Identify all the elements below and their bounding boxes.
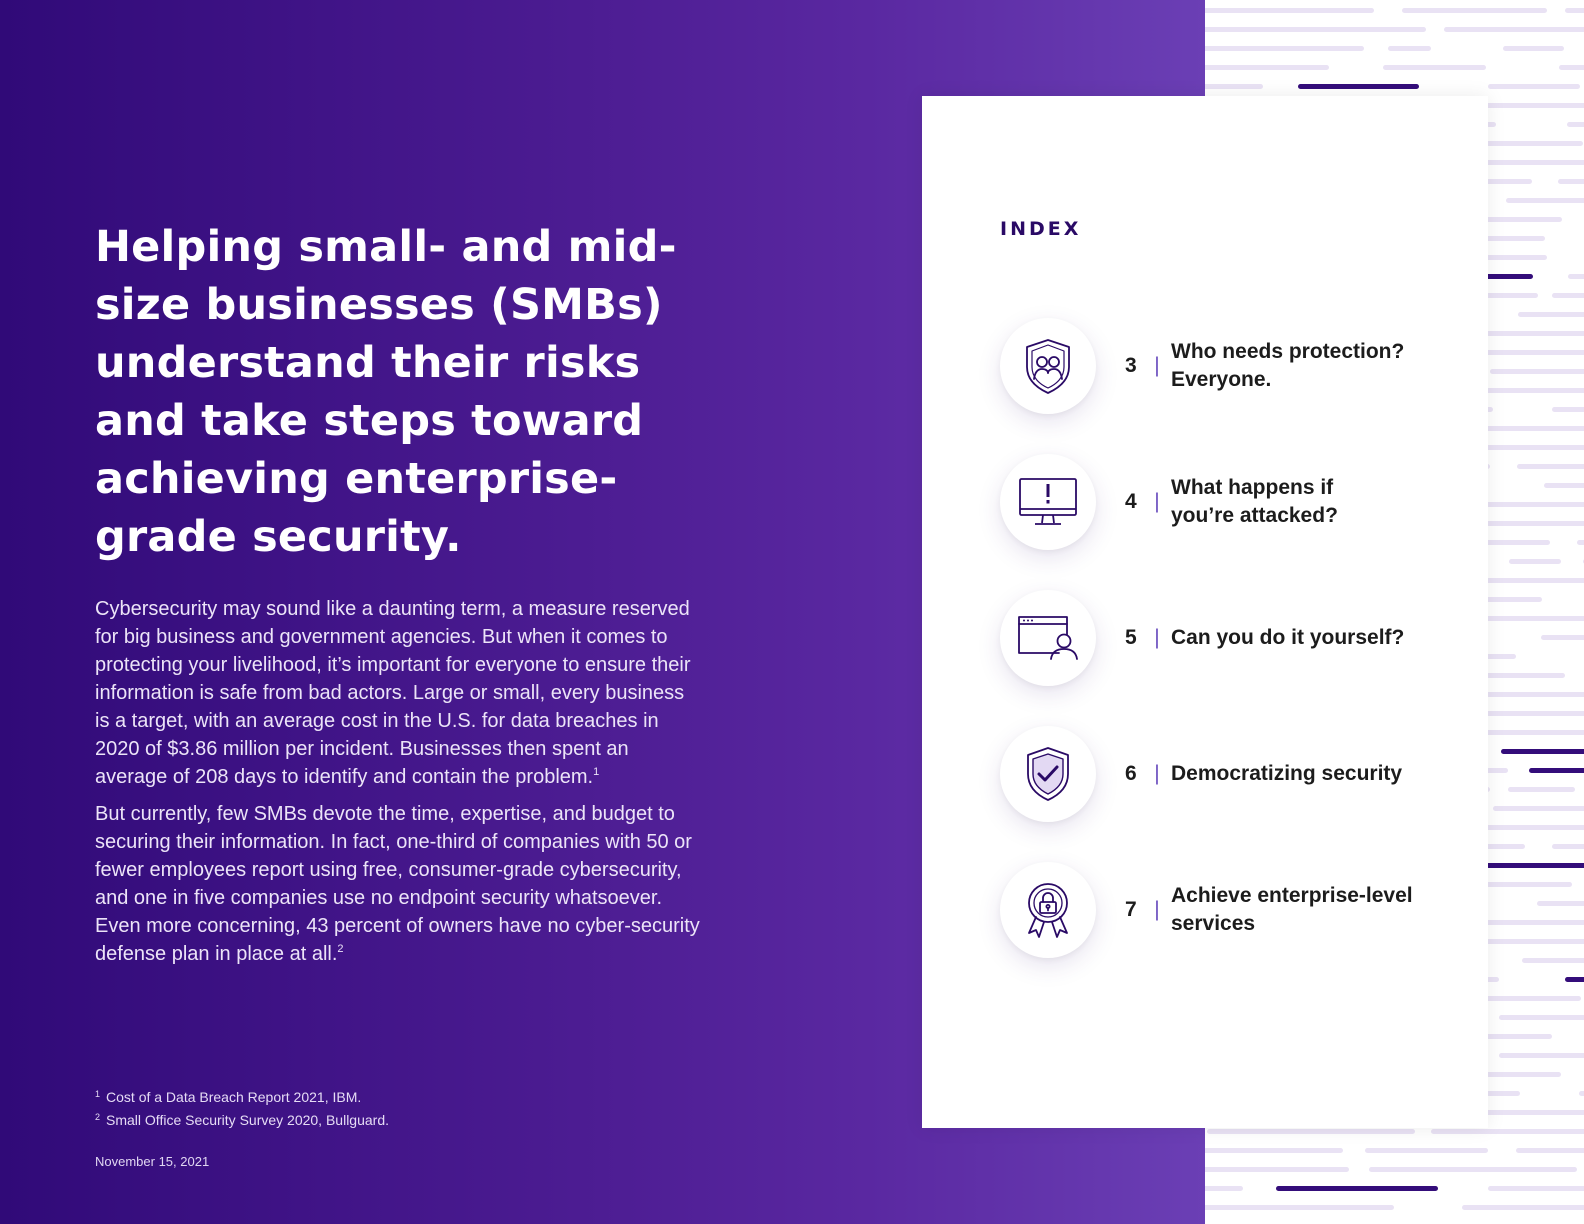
index-separator: | xyxy=(1154,354,1160,377)
stripe-dash xyxy=(1365,1148,1488,1153)
footnote-number: 1 xyxy=(95,1089,101,1099)
stripe-dash xyxy=(1388,46,1431,51)
stripe-dash xyxy=(1485,616,1584,621)
stripe-dash xyxy=(1205,1148,1343,1153)
stripe-dash xyxy=(1205,1205,1394,1210)
stripe-dash xyxy=(1369,1167,1577,1172)
smb-paragraph xyxy=(95,800,700,968)
index-item-label: Who needs protection? Everyone. xyxy=(1171,340,1405,391)
stripe-dash xyxy=(1567,122,1584,127)
stripe-dash xyxy=(1506,198,1584,203)
index-card xyxy=(922,96,1488,1128)
stripe-dash xyxy=(1205,1167,1349,1172)
index-item-label: Democratizing security xyxy=(1171,762,1403,785)
index-item-page-5[interactable] xyxy=(1000,590,1470,686)
headline: Helping small- and mid-size businesses (SMBs) understand their risks and take steps toward achieving enterprise-grade security. xyxy=(95,222,677,562)
browser-user-icon xyxy=(1000,590,1096,686)
footnote-text: Small Office Security Survey 2020, Bullguard. xyxy=(106,1112,390,1128)
stripe-dash xyxy=(1559,65,1584,70)
stripe-dash xyxy=(1383,65,1486,70)
stripe-dash xyxy=(1488,1186,1584,1191)
stripe-dash xyxy=(1517,464,1584,469)
stripe-dash xyxy=(1488,84,1580,89)
footnote-text: Cost of a Data Breach Report 2021, IBM. xyxy=(106,1089,362,1105)
index-page-number: 3 xyxy=(1125,354,1137,377)
stripe-dash xyxy=(1565,977,1584,982)
index-separator: | xyxy=(1154,898,1160,921)
stripe-dash xyxy=(1431,1129,1584,1134)
index-page-number: 5 xyxy=(1125,626,1137,649)
stripe-dash xyxy=(1516,1148,1584,1153)
footnote xyxy=(95,1109,389,1132)
stripe-dash xyxy=(1207,1129,1415,1134)
stripe-dash xyxy=(1558,179,1584,184)
stripe-dash xyxy=(1490,369,1584,374)
index-separator: | xyxy=(1154,490,1160,513)
footnote xyxy=(95,1086,389,1109)
stripe-dash xyxy=(1205,8,1374,13)
shield-check-icon xyxy=(1000,726,1096,822)
index-title: INDEX xyxy=(1000,218,1082,240)
stripe-dash xyxy=(1522,958,1584,963)
stripe-dash xyxy=(1565,8,1584,13)
index-item-page-6[interactable] xyxy=(1000,726,1470,822)
publish-date: November 15, 2021 xyxy=(95,1154,210,1169)
stripe-dash xyxy=(1537,901,1584,906)
stripe-dash xyxy=(1486,863,1584,868)
index-item-label: What happens if you’re attacked? xyxy=(1171,476,1338,527)
stripe-dash xyxy=(1499,1015,1584,1020)
index-page-number: 4 xyxy=(1125,490,1137,513)
footnote-ref: 1 xyxy=(593,766,600,778)
intro-paragraph xyxy=(95,595,700,791)
stripe-dash xyxy=(1444,27,1584,32)
stripe-dash xyxy=(1298,84,1419,89)
stripe-dash xyxy=(1501,749,1584,754)
stripe-dash xyxy=(1541,635,1584,640)
stripe-dash xyxy=(1552,407,1584,412)
stripe-dash xyxy=(1503,46,1564,51)
index-item-label: Can you do it yourself? xyxy=(1171,626,1405,649)
stripe-dash xyxy=(1518,312,1584,317)
stripe-dash xyxy=(1499,1053,1584,1058)
stripe-dash xyxy=(1529,768,1584,773)
stripe-dash xyxy=(1205,84,1263,89)
stripe-dash xyxy=(1402,8,1547,13)
footnote-ref: 2 xyxy=(337,943,344,955)
index-item-page-7[interactable] xyxy=(1000,862,1470,958)
index-page-number: 7 xyxy=(1125,898,1137,921)
stripe-dash xyxy=(1579,1091,1584,1096)
stripe-dash xyxy=(1509,559,1561,564)
index-page-number: 6 xyxy=(1125,762,1137,785)
stripe-dash xyxy=(1205,1186,1243,1191)
stripe-dash xyxy=(1474,692,1584,697)
stripe-dash xyxy=(1508,787,1575,792)
stripe-dash xyxy=(1205,46,1364,51)
smb-paragraph-text: But currently, few SMBs devote the time, expertise, and budget to securing their information. In fact, one-third of companies with 50 or fewer employees report using free, consumer-grade cybersecurity, and one in five companies use no endpoint security whatsoever. Even more concerning, 43 percent of owners have no cyber-security defense plan in place at all. xyxy=(95,803,700,965)
stripe-dash xyxy=(1485,141,1583,146)
stripe-dash xyxy=(1473,1110,1584,1115)
stripe-dash xyxy=(1205,27,1426,32)
shield-people-icon xyxy=(1000,318,1096,414)
index-item-page-4[interactable] xyxy=(1000,454,1470,550)
stripe-dash xyxy=(1552,844,1584,849)
stripe-dash xyxy=(1462,1205,1584,1210)
stripe-dash xyxy=(1552,293,1584,298)
footnotes xyxy=(95,1086,389,1132)
stripe-dash xyxy=(1486,711,1584,716)
footnote-number: 2 xyxy=(95,1112,101,1122)
index-separator: | xyxy=(1154,626,1160,649)
stripe-dash xyxy=(1486,388,1584,393)
stripe-dash xyxy=(1276,1186,1438,1191)
index-item-page-3[interactable] xyxy=(1000,318,1470,414)
stripe-dash xyxy=(1568,274,1584,279)
stripe-dash xyxy=(1577,540,1584,545)
stripe-dash xyxy=(1205,65,1329,70)
index-separator: | xyxy=(1154,762,1160,785)
badge-lock-icon xyxy=(1000,862,1096,958)
monitor-alert-icon xyxy=(1000,454,1096,550)
stripe-dash xyxy=(1544,483,1584,488)
index-item-label: Achieve enterprise-level services xyxy=(1171,884,1413,935)
stripe-dash xyxy=(1493,806,1584,811)
intro-paragraph-text: Cybersecurity may sound like a daunting term, a measure reserved for big business and government agencies. But when it comes to protecting your livelihood, it’s important for everyone to ensure their information is safe from bad actors. Large or small, every business is a target, with an average cost in the U.S. for data breaches in 2020 of $3.86 million per incident. Businesses then spent an average of 208 days to identify and contain the problem. xyxy=(95,598,691,788)
